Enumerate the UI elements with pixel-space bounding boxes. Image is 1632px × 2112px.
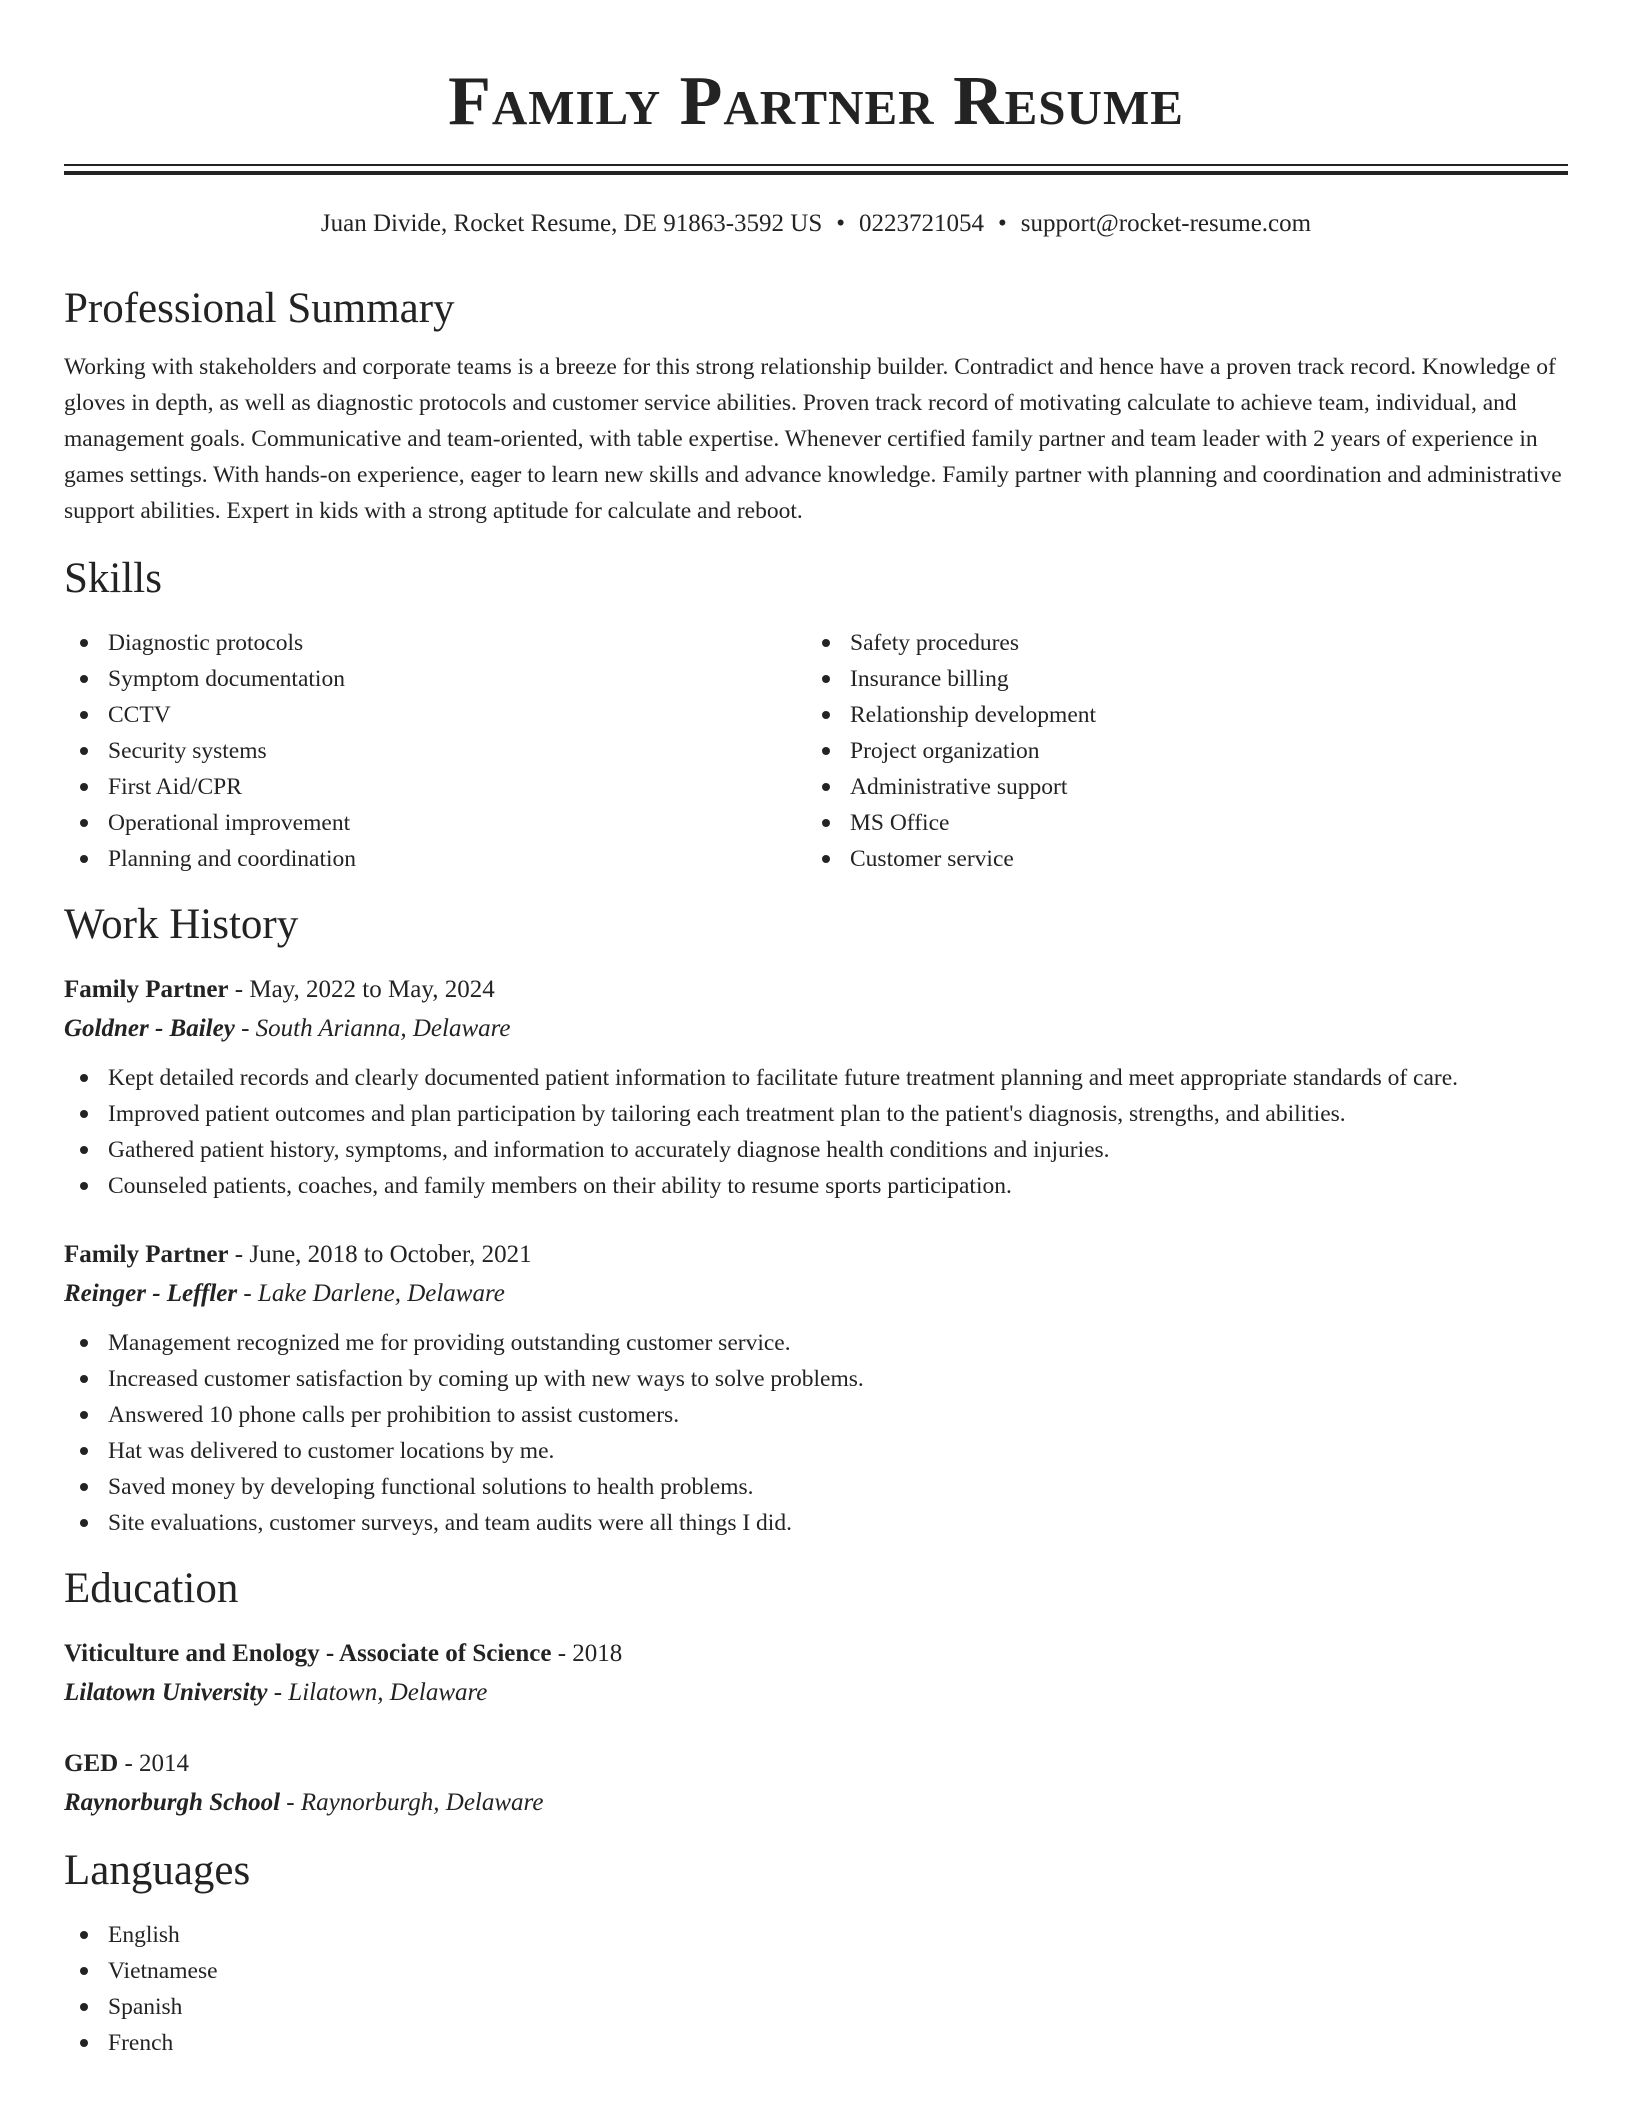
job-title: Family Partner	[64, 976, 229, 1003]
skill-item: Planning and coordination	[64, 841, 806, 877]
language-item: French	[64, 2025, 1568, 2061]
language-item: Spanish	[64, 1989, 1568, 2025]
education-degree: Viticulture and Enology - Associate of Science	[64, 1640, 552, 1667]
job-duty: Hat was delivered to customer locations by me.	[64, 1433, 1568, 1469]
education-location: - Lilatown, Delaware	[267, 1679, 488, 1706]
education-institution	[64, 1673, 1568, 1713]
skills-heading: Skills	[64, 555, 162, 602]
contact-line	[64, 209, 1568, 239]
education-year: - 2014	[118, 1750, 190, 1777]
contact-phone: 0223721054	[859, 210, 985, 237]
job-duty: Site evaluations, customer surveys, and team audits were all things I did.	[64, 1505, 1568, 1541]
job-duty: Saved money by developing functional solutions to health problems.	[64, 1469, 1568, 1505]
work-history-heading: Work History	[64, 901, 299, 948]
title-divider	[64, 164, 1568, 175]
job-title: Family Partner	[64, 1241, 229, 1268]
job-duty: Improved patient outcomes and plan participation by tailoring each treatment plan to the patient's diagnosis, strengths, and abilities.	[64, 1096, 1568, 1132]
job-duty: Answered 10 phone calls per prohibition to assist customers.	[64, 1397, 1568, 1433]
skill-item: Operational improvement	[64, 805, 806, 841]
education-school: Raynorburgh School	[64, 1789, 281, 1816]
skill-item: Safety procedures	[806, 625, 1548, 661]
job-duty: Gathered patient history, symptoms, and information to accurately diagnose health conditions and injuries.	[64, 1132, 1568, 1168]
contact-separator: •	[998, 210, 1007, 237]
skill-item: Symptom documentation	[64, 661, 806, 697]
languages-list	[64, 1917, 1568, 2061]
job-duties-list	[64, 1060, 1568, 1204]
skill-item: Relationship development	[806, 697, 1548, 733]
contact-address: Juan Divide, Rocket Resume, DE 91863-3592 US	[320, 210, 823, 237]
language-item: Vietnamese	[64, 1953, 1568, 1989]
job-employer	[64, 1274, 1568, 1314]
summary-text: Working with stakeholders and corporate teams is a breeze for this strong relationship builder. Contradict and hence have a proven track record. Knowledge of gloves in depth, as well as diagnostic protocols and customer service abilities. Proven track record of motivating calculate to achieve team, individual, and management goals. Communicative and team-oriented, with table expertise. Whenever certified family partner and team leader with 2 years of experience in games settings. With hands-on experience, eager to learn new skills and advance knowledge. Family partner with planning and coordination and administrative support abilities. Expert in kids with a strong aptitude for calculate and reboot.	[64, 354, 1562, 524]
skill-item: Customer service	[806, 841, 1548, 877]
education-heading: Education	[64, 1565, 239, 1612]
job-company: Reinger - Leffler	[64, 1280, 238, 1307]
job-duty: Kept detailed records and clearly documented patient information to facilitate future treatment planning and meet appropriate standards of care.	[64, 1060, 1568, 1096]
job-company: Goldner - Bailey	[64, 1015, 235, 1042]
job-duty: Counseled patients, coaches, and family members on their ability to resume sports participation.	[64, 1168, 1568, 1204]
job-dates: - May, 2022 to May, 2024	[228, 976, 495, 1003]
job-location: - South Arianna, Delaware	[234, 1015, 511, 1042]
job-dates: - June, 2018 to October, 2021	[228, 1241, 532, 1268]
job-employer	[64, 1009, 1568, 1049]
education-school: Lilatown University	[64, 1679, 268, 1706]
education-institution	[64, 1783, 1568, 1823]
skill-item: Diagnostic protocols	[64, 625, 806, 661]
skill-item: Insurance billing	[806, 661, 1548, 697]
skills-list-right	[806, 625, 1548, 877]
skill-item: MS Office	[806, 805, 1548, 841]
language-item: English	[64, 1917, 1568, 1953]
skill-item: Security systems	[64, 733, 806, 769]
education-entry-header	[64, 1745, 1568, 1783]
job-duty: Increased customer satisfaction by coming up with new ways to solve problems.	[64, 1361, 1568, 1397]
skills-columns	[64, 625, 1568, 877]
job-duties-list	[64, 1325, 1568, 1541]
skill-item: CCTV	[64, 697, 806, 733]
page-title: Family Partner Resume	[448, 63, 1184, 140]
education-year: - 2018	[551, 1640, 623, 1667]
education-entry-header	[64, 1635, 1568, 1673]
skill-item: Administrative support	[806, 769, 1548, 805]
job-header	[64, 971, 1568, 1009]
job-duty: Management recognized me for providing outstanding customer service.	[64, 1325, 1568, 1361]
languages-heading: Languages	[64, 1847, 251, 1894]
education-degree: GED	[64, 1750, 119, 1777]
contact-email: support@rocket-resume.com	[1020, 210, 1312, 237]
job-location: - Lake Darlene, Delaware	[237, 1280, 505, 1307]
skill-item: Project organization	[806, 733, 1548, 769]
skill-item: First Aid/CPR	[64, 769, 806, 805]
job-header	[64, 1236, 1568, 1274]
resume-page	[64, 0, 1568, 2061]
skills-list-left	[64, 625, 806, 877]
contact-separator: •	[836, 210, 846, 237]
summary-heading: Professional Summary	[64, 285, 455, 332]
education-location: - Raynorburgh, Delaware	[280, 1789, 544, 1816]
